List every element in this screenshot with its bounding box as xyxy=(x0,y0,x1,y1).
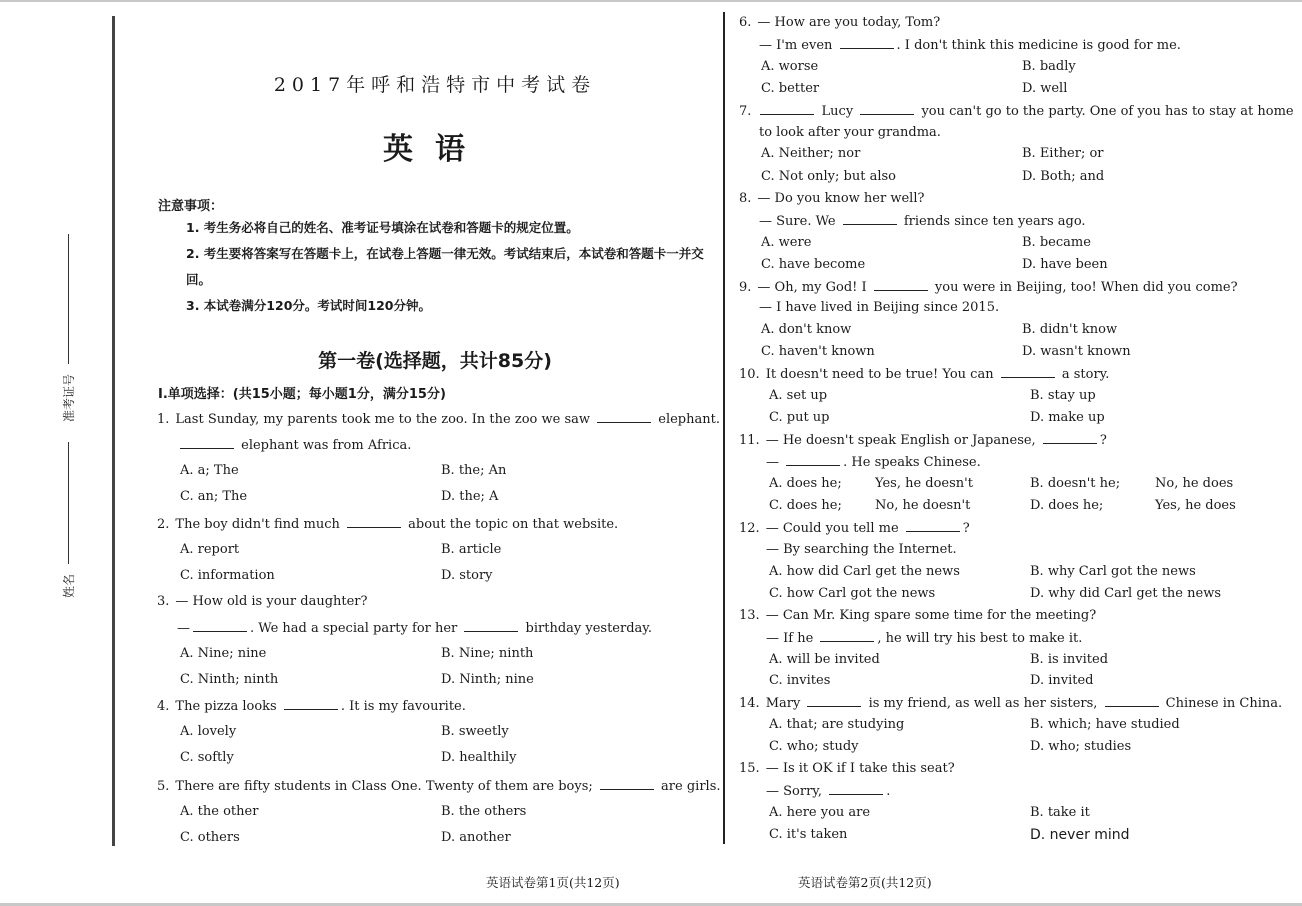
footer-page-1: 英语试卷第1页(共12页) xyxy=(486,875,620,890)
stem-text: to look after your grandma. xyxy=(759,125,941,140)
answer-option: A. that; are studying xyxy=(769,717,905,732)
question-number: 13. xyxy=(739,608,760,623)
answer-blank xyxy=(840,37,894,49)
answer-option: C. others xyxy=(180,830,240,845)
answer-option: A. does he; xyxy=(769,476,842,491)
stem-text: . I don't think this medicine is good for me. xyxy=(896,38,1181,53)
stem-text: Chinese in China. xyxy=(1161,696,1283,711)
answer-option: D. never mind xyxy=(1030,827,1130,843)
answer-blank xyxy=(807,695,861,707)
answer-option: D. make up xyxy=(1030,410,1105,425)
question-number: 10. xyxy=(739,367,760,382)
question-number: 12. xyxy=(739,521,760,536)
note-item: 3. 本试卷满分120分。考试时间120分钟。 xyxy=(186,298,431,313)
answer-option: C. it's taken xyxy=(769,827,848,842)
question-stem-line xyxy=(157,594,368,610)
footer-page-2: 英语试卷第2页(共12页) xyxy=(798,875,932,890)
answer-option: A. how did Carl get the news xyxy=(769,564,960,579)
question-stem-line xyxy=(739,366,1109,383)
question-stem-line xyxy=(157,698,466,715)
stem-text: — Sure. We xyxy=(759,214,840,229)
stem-text: The pizza looks xyxy=(175,699,281,714)
answer-blank xyxy=(874,279,928,291)
answer-option: A. were xyxy=(761,235,812,250)
answer-option: B. article xyxy=(441,542,502,557)
answer-option: B. doesn't he; xyxy=(1030,476,1121,491)
answer-option: D. the; A xyxy=(441,489,499,504)
stem-text: — I have lived in Beijing since 2015. xyxy=(759,300,1000,315)
question-stem-line xyxy=(759,125,941,141)
answer-option: B. didn't know xyxy=(1022,322,1118,337)
answer-option: B. take it xyxy=(1030,805,1090,820)
answer-blank xyxy=(600,778,654,790)
stem-text: — Sorry, xyxy=(766,784,827,799)
question-number: 1. xyxy=(157,412,170,427)
answer-option: A. don't know xyxy=(761,322,852,337)
question-stem-line xyxy=(739,432,1107,449)
answer-blank xyxy=(193,620,247,632)
answer-option: C. invites xyxy=(769,673,831,688)
answer-blank xyxy=(860,103,914,115)
stem-text: — How old is your daughter? xyxy=(175,594,368,609)
answer-option: B. the others xyxy=(441,804,527,819)
answer-option: A. worse xyxy=(761,59,819,74)
column-divider xyxy=(723,12,725,844)
answer-option: A. report xyxy=(180,542,240,557)
stem-text: It doesn't need to be true! You can xyxy=(765,367,998,382)
stem-text: about the topic on that website. xyxy=(404,517,619,532)
stem-text: . xyxy=(886,784,891,799)
answer-option: D. who; studies xyxy=(1030,739,1132,754)
stem-text: — I'm even xyxy=(759,38,837,53)
answer-blank xyxy=(597,411,651,423)
answer-option: D. does he; xyxy=(1030,498,1104,513)
stem-text: you can't go to the party. One of you has to stay at home xyxy=(917,104,1294,119)
stem-text: — xyxy=(766,455,784,470)
answer-blank xyxy=(786,454,840,466)
question-number: 14. xyxy=(739,696,760,711)
question-stem-line xyxy=(739,279,1238,296)
note-item: 2. 考生要将答案写在答题卡上，在试卷上答题一律无效。考试结束后，本试卷和答题卡一并交回。 xyxy=(186,246,704,287)
question-stem-line xyxy=(739,15,940,31)
answer-blank xyxy=(843,213,897,225)
answer-option: C. how Carl got the news xyxy=(769,586,936,601)
answer-blank xyxy=(284,698,338,710)
stem-text: are girls. xyxy=(656,779,721,794)
stem-text: . We had a special party for her xyxy=(250,621,462,636)
answer-option: A. lovely xyxy=(180,724,237,739)
question-stem-line xyxy=(759,37,1181,54)
stem-text: ? xyxy=(962,521,970,536)
answer-option: C. haven't known xyxy=(761,344,875,359)
stem-text: — Do you know her well? xyxy=(757,191,925,206)
stem-text: friends since ten years ago. xyxy=(899,214,1086,229)
answer-option: B. the; An xyxy=(441,463,507,478)
exam-title: 2017年呼和浩特市中考试卷 xyxy=(273,74,597,96)
question-number: 11. xyxy=(739,433,760,448)
answer-option: C. have become xyxy=(761,257,866,272)
answer-option: C. Not only; but also xyxy=(761,169,896,184)
answer-blank xyxy=(347,516,401,528)
stem-text: Mary xyxy=(765,696,805,711)
stem-text: — He doesn't speak English or Japanese, xyxy=(765,433,1040,448)
answer-blank xyxy=(464,620,518,632)
answer-option: A. will be invited xyxy=(769,652,880,667)
stem-text: Lucy xyxy=(817,104,858,119)
answer-option: D. have been xyxy=(1022,257,1108,272)
question-stem-line xyxy=(739,608,1096,624)
answer-option: D. Both; and xyxy=(1022,169,1105,184)
answer-blank xyxy=(1105,695,1159,707)
answer-option: C. an; The xyxy=(180,489,248,504)
answer-option: D. invited xyxy=(1030,673,1094,688)
question-stem-line xyxy=(766,630,1082,647)
part-title: 第一卷(选择题，共计85分) xyxy=(318,350,552,372)
answer-option: A. here you are xyxy=(769,805,871,820)
stem-text: Last Sunday, my parents took me to the zoo. In the zoo we saw xyxy=(175,412,595,427)
stem-text: . He speaks Chinese. xyxy=(843,455,981,470)
answer-option: D. Ninth; nine xyxy=(441,672,534,687)
stem-text: — By searching the Internet. xyxy=(766,542,957,557)
answer-option: Yes, he does xyxy=(1155,498,1236,513)
question-number: 15. xyxy=(739,761,760,776)
question-stem-line xyxy=(739,761,955,777)
question-stem-line xyxy=(177,620,652,637)
notes-heading: 注意事项： xyxy=(158,199,224,214)
stem-text: — Is it OK if I take this seat? xyxy=(765,761,955,776)
question-number: 7. xyxy=(739,104,752,119)
answer-option: No, he does xyxy=(1155,476,1234,491)
question-stem-line xyxy=(739,520,970,537)
question-stem-line xyxy=(766,783,890,800)
answer-option: C. Ninth; ninth xyxy=(180,672,279,687)
stem-text: — Could you tell me xyxy=(765,521,903,536)
answer-blank xyxy=(760,103,814,115)
answer-blank xyxy=(820,630,874,642)
top-border xyxy=(0,0,1302,2)
question-stem-line xyxy=(157,778,721,795)
answer-option: B. stay up xyxy=(1030,388,1096,403)
answer-option: D. wasn't known xyxy=(1022,344,1131,359)
stem-text: — Oh, my God! I xyxy=(757,280,871,295)
stem-text: — If he xyxy=(766,631,818,646)
question-stem-line xyxy=(759,300,999,316)
answer-option: A. the other xyxy=(180,804,259,819)
name-label: 姓名 xyxy=(62,573,76,598)
question-number: 5. xyxy=(157,779,170,794)
stem-text: The boy didn't find much xyxy=(175,517,344,532)
answer-blank xyxy=(1043,432,1097,444)
question-stem-line xyxy=(157,516,618,533)
answer-option: C. does he; xyxy=(769,498,842,513)
answer-blank xyxy=(906,520,960,532)
answer-option: D. well xyxy=(1022,81,1068,96)
answer-option: B. badly xyxy=(1022,59,1076,74)
stem-text: a story. xyxy=(1057,367,1110,382)
answer-option: C. better xyxy=(761,81,820,96)
question-number: 6. xyxy=(739,15,752,30)
question-stem-line xyxy=(177,437,411,454)
question-number: 3. xyxy=(157,594,170,609)
answer-option: B. why Carl got the news xyxy=(1030,564,1196,579)
answer-blank xyxy=(180,437,234,449)
question-number: 2. xyxy=(157,517,170,532)
answer-blank xyxy=(1001,366,1055,378)
answer-option: A. set up xyxy=(769,388,828,403)
answer-option: C. softly xyxy=(180,750,234,765)
stem-text: — Can Mr. King spare some time for the meeting? xyxy=(765,608,1097,623)
answer-option: D. healthily xyxy=(441,750,517,765)
answer-option: D. why did Carl get the news xyxy=(1030,586,1221,601)
subject-title: 英语 xyxy=(383,132,487,167)
answer-option: No, he doesn't xyxy=(875,498,971,513)
stem-text: elephant was from Africa. xyxy=(237,438,412,453)
question-number: 4. xyxy=(157,699,170,714)
section-title: Ⅰ.单项选择：(共15小题；每小题1分，满分15分) xyxy=(158,387,446,402)
stem-text: — xyxy=(177,621,190,636)
answer-option: D. another xyxy=(441,830,511,845)
answer-blank xyxy=(829,783,883,795)
stem-text: ? xyxy=(1099,433,1107,448)
answer-option: B. Either; or xyxy=(1022,146,1104,161)
answer-option: C. information xyxy=(180,568,275,583)
question-stem-line xyxy=(157,411,720,428)
binding-line xyxy=(112,16,115,846)
stem-text: birthday yesterday. xyxy=(521,621,653,636)
question-stem-line xyxy=(739,103,1294,120)
answer-option: B. became xyxy=(1022,235,1091,250)
stem-text: is my friend, as well as her sisters, xyxy=(864,696,1102,711)
note-item: 1. 考生务必将自己的姓名、准考证号填涂在试卷和答题卡的规定位置。 xyxy=(186,220,579,235)
stem-text: , he will try his best to make it. xyxy=(877,631,1083,646)
answer-option: B. Nine; ninth xyxy=(441,646,534,661)
answer-option: D. story xyxy=(441,568,493,583)
answer-option: B. which; have studied xyxy=(1030,717,1180,732)
stem-text: elephant. xyxy=(654,412,720,427)
exam-id-line xyxy=(68,234,69,364)
exam-id-label: 准考证号 xyxy=(62,373,76,422)
question-stem-line xyxy=(766,542,957,558)
question-number: 8. xyxy=(739,191,752,206)
answer-option: B. sweetly xyxy=(441,724,509,739)
answer-option: A. Neither; nor xyxy=(761,146,861,161)
name-line xyxy=(68,442,69,564)
answer-option: C. put up xyxy=(769,410,830,425)
stem-text: . It is my favourite. xyxy=(340,699,466,714)
question-stem-line xyxy=(759,213,1086,230)
question-number: 9. xyxy=(739,280,752,295)
answer-option: A. a; The xyxy=(180,463,239,478)
answer-option: C. who; study xyxy=(769,739,859,754)
question-stem-line xyxy=(739,191,924,207)
question-stem-line xyxy=(739,695,1282,712)
stem-text: There are fifty students in Class One. Twenty of them are boys; xyxy=(175,779,597,794)
stem-text: you were in Beijing, too! When did you come? xyxy=(930,280,1238,295)
stem-text: — How are you today, Tom? xyxy=(757,15,941,30)
answer-option: Yes, he doesn't xyxy=(875,476,973,491)
answer-option: A. Nine; nine xyxy=(180,646,267,661)
question-stem-line xyxy=(766,454,981,471)
answer-option: B. is invited xyxy=(1030,652,1109,667)
